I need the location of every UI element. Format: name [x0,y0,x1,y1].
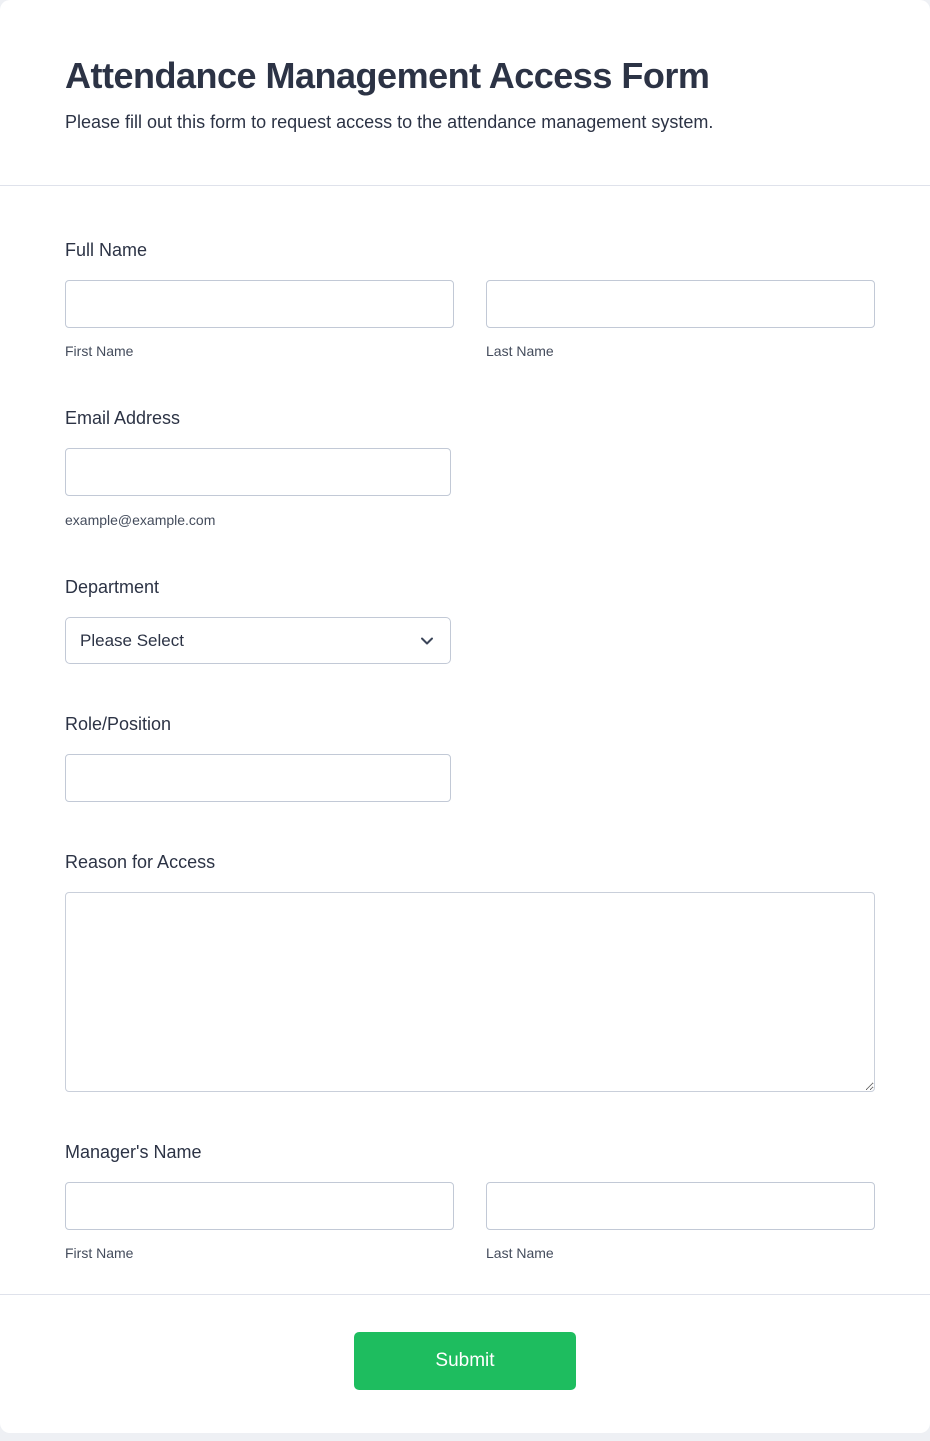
field-reason-for-access [65,852,875,1092]
reason-for-access-label: Reason for Access [65,852,216,873]
managers-name-last-input[interactable] [486,1182,875,1230]
email-label: Email Address [65,408,181,429]
form-header [0,0,930,186]
managers-name-first-sublabel: First Name [65,1245,134,1262]
full-name-first-sublabel: First Name [65,343,134,360]
field-role-position [65,714,875,802]
role-position-input[interactable] [65,754,451,802]
field-email [65,408,875,527]
department-label: Department [65,577,160,598]
email-helper-text: example@example.com [65,512,216,529]
full-name-last-input[interactable] [486,280,875,328]
managers-name-first-input[interactable] [65,1182,454,1230]
managers-name-label: Manager's Name [65,1142,202,1163]
field-managers-name [65,1142,875,1260]
form-footer [0,1294,930,1433]
field-department [65,577,875,664]
email-input[interactable] [65,448,451,496]
submit-button[interactable]: Submit [354,1332,576,1390]
role-position-label: Role/Position [65,714,172,735]
page-title: Attendance Management Access Form [65,55,710,96]
field-full-name [65,240,875,358]
managers-name-last-sublabel: Last Name [486,1245,554,1262]
reason-for-access-textarea[interactable] [65,892,875,1092]
full-name-label: Full Name [65,240,148,261]
chevron-down-icon [418,632,436,650]
full-name-last-sublabel: Last Name [486,343,554,360]
page-subtitle: Please fill out this form to request access to the attendance management system. [65,111,714,132]
department-selected-value: Please Select [80,630,184,650]
department-select[interactable] [65,617,451,664]
full-name-first-input[interactable] [65,280,454,328]
form-body [0,186,930,1294]
